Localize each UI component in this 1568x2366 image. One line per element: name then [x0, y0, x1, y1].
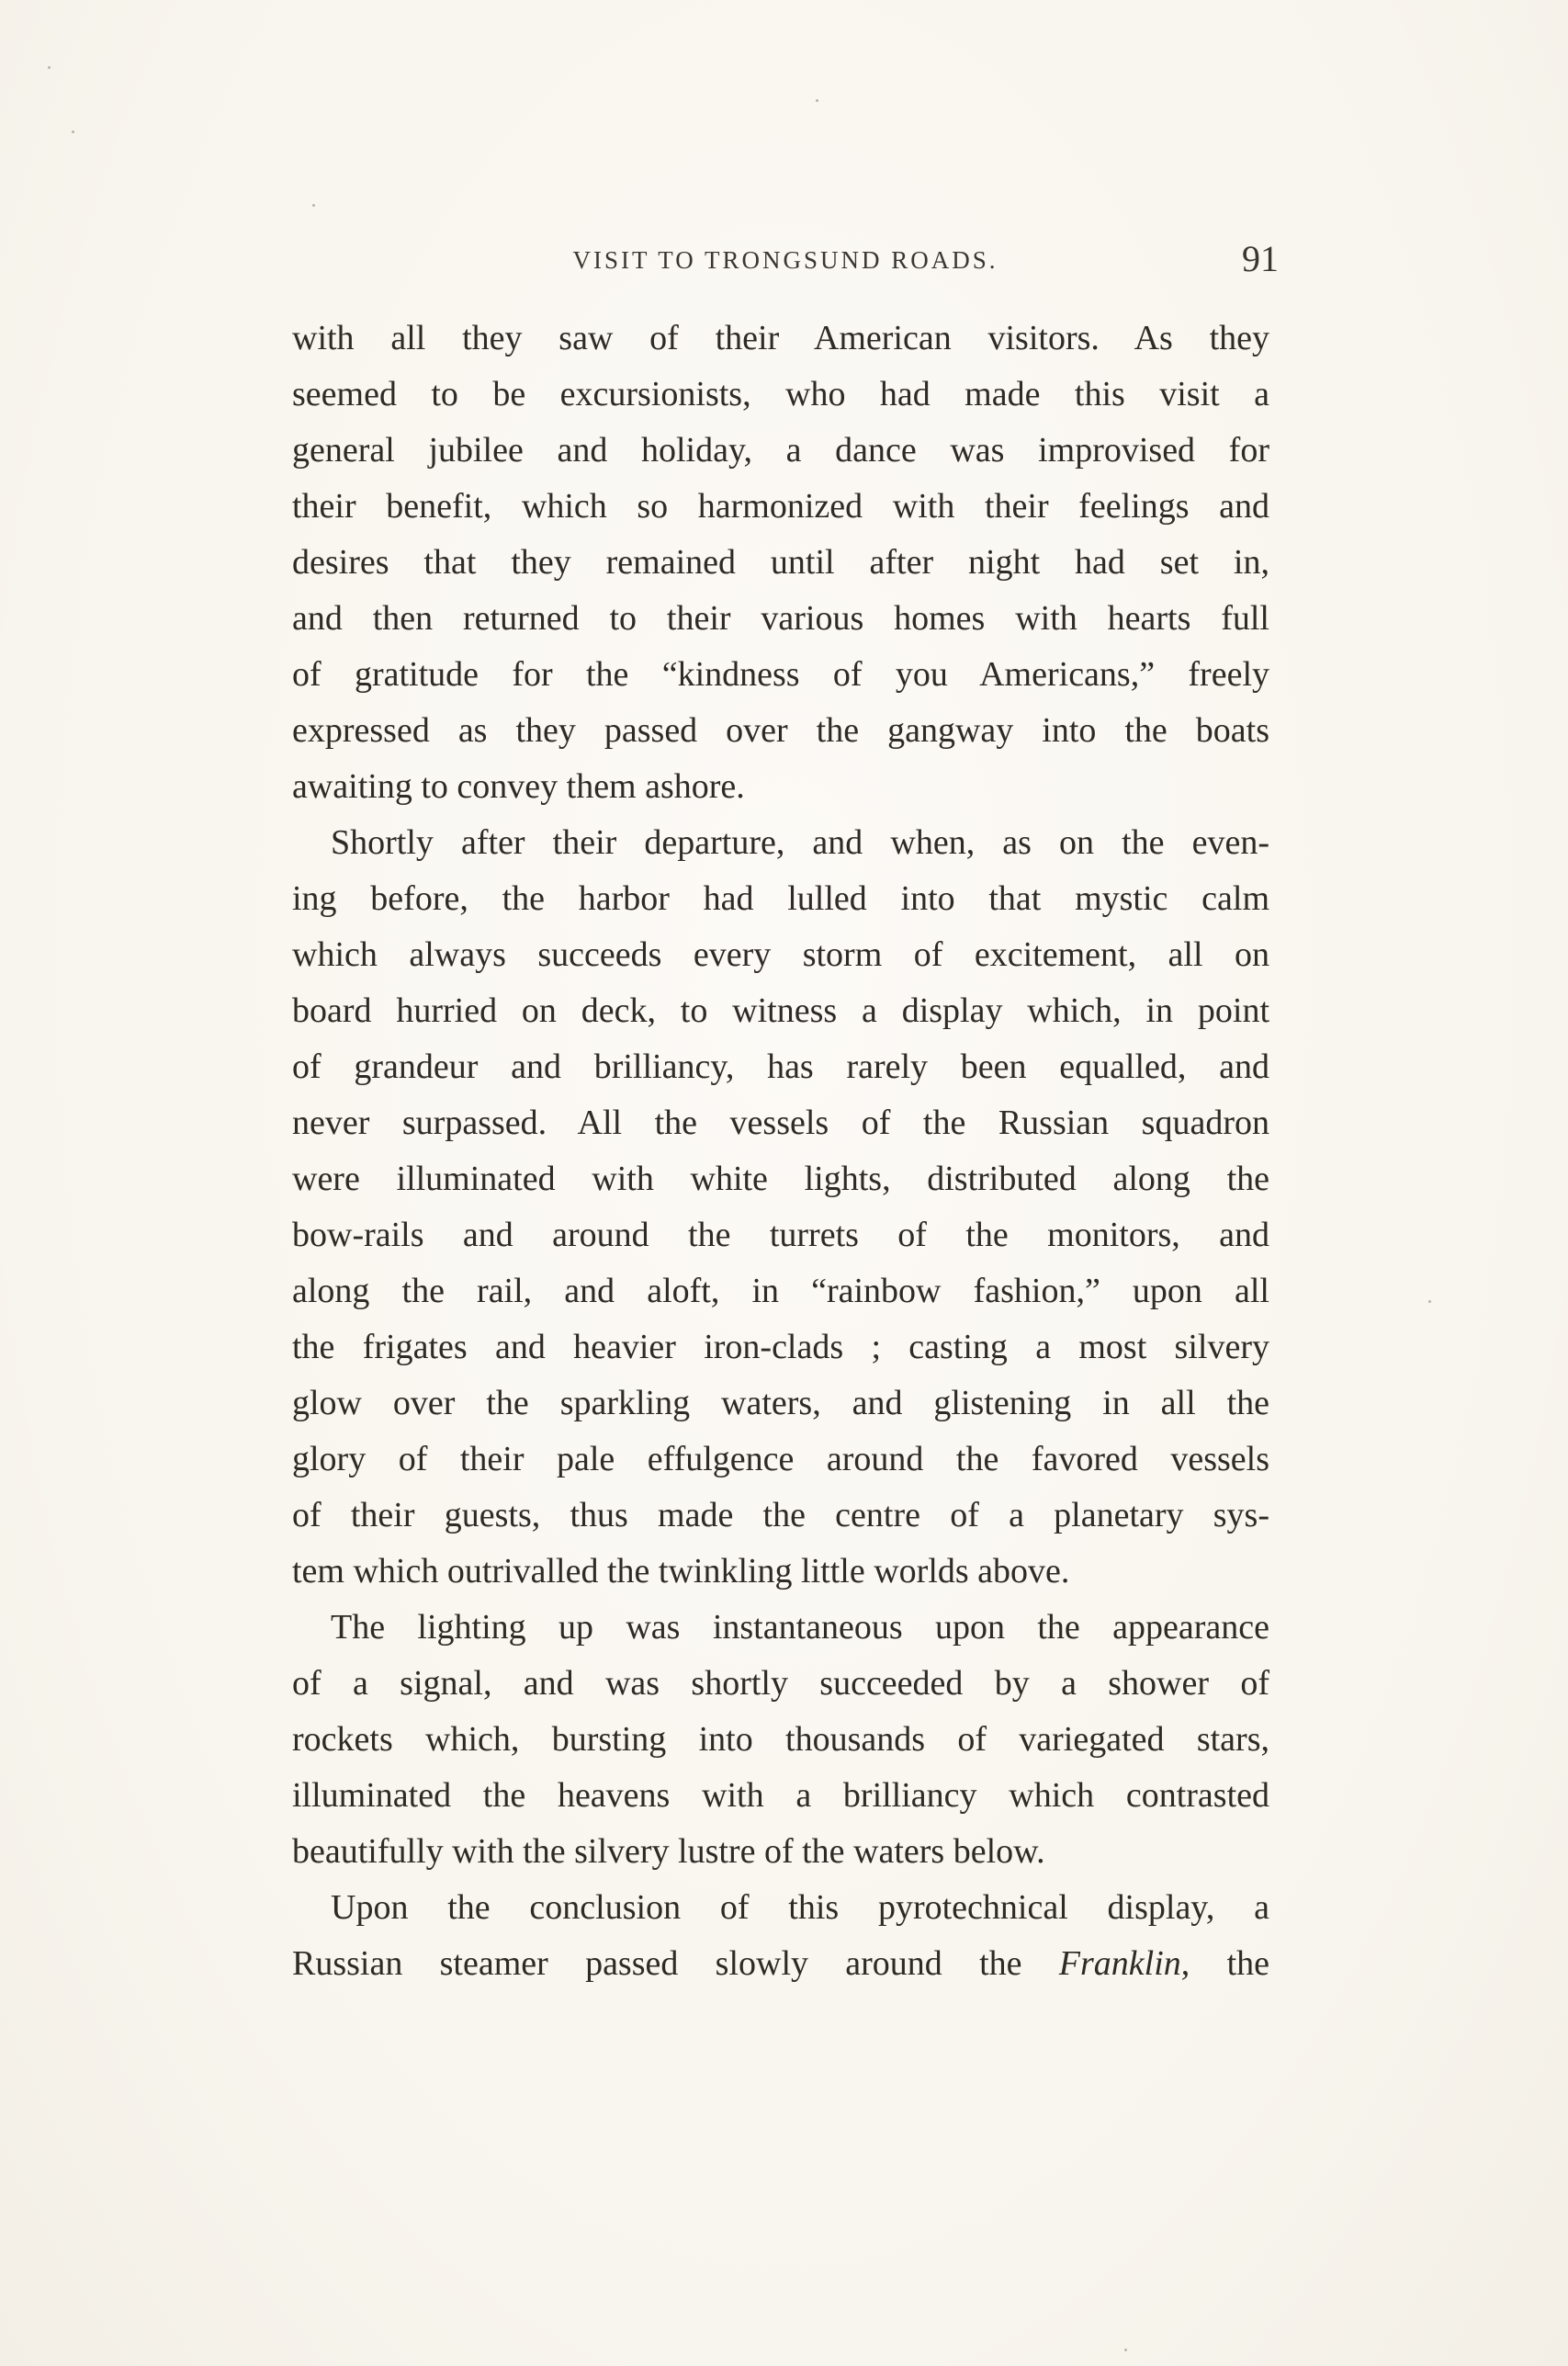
text-line: and then returned to their various homes with hearts full	[292, 599, 1269, 638]
text-line: ing before, the harbor had lulled into that mystic calm	[292, 879, 1269, 918]
text-line: Shortly after their departure, and when, as on the even-	[331, 823, 1269, 862]
text-line: of gratitude for the “kindness of you Americans,” freely	[292, 655, 1269, 694]
text-line: with all they saw of their American visitors. As they	[292, 319, 1269, 357]
text-line: The lighting up was instantaneous upon the appearance	[331, 1608, 1269, 1647]
text-line: of grandeur and brilliancy, has rarely been equalled, and	[292, 1047, 1269, 1086]
text-line: beautifully with the silvery lustre of the waters below.	[292, 1832, 1045, 1871]
text-line-final	[292, 1936, 1269, 1992]
text-line: of their guests, thus made the centre of a planetary sys-	[292, 1496, 1269, 1534]
text-line: tem which outrivalled the twinkling little worlds above.	[292, 1552, 1070, 1591]
text-line: desires that they remained until after night had set in,	[292, 543, 1269, 582]
text-line: which always succeeds every storm of excitement, all on	[292, 935, 1269, 974]
paper-speck	[1428, 1300, 1431, 1303]
paper-speck	[48, 66, 51, 69]
text-line: bow-rails and around the turrets of the monitors, and	[292, 1216, 1269, 1254]
final-line-end: , the	[1180, 1944, 1269, 1983]
text-line: illuminated the heavens with a brilliancy which contrasted	[292, 1776, 1269, 1815]
body-text	[292, 311, 1269, 1992]
text-line: Upon the conclusion of this pyrotechnical display, a	[331, 1888, 1269, 1927]
ship-name: Franklin	[1058, 1944, 1181, 1983]
paper-speck	[312, 204, 315, 207]
running-head	[292, 235, 1279, 281]
text-line: were illuminated with white lights, distributed along the	[292, 1160, 1269, 1198]
text-line: expressed as they passed over the gangway into the boats	[292, 711, 1269, 750]
final-line-start: Russian steamer passed slowly around the	[292, 1944, 1059, 1983]
text-line: glory of their pale effulgence around the favored vessels	[292, 1440, 1269, 1478]
text-line: general jubilee and holiday, a dance was improvised for	[292, 431, 1269, 470]
text-line: glow over the sparkling waters, and glistening in all the	[292, 1384, 1269, 1422]
running-title: VISIT TO TRONGSUND ROADS.	[572, 246, 998, 274]
paper-speck	[816, 99, 818, 102]
text-line: seemed to be excursionists, who had made this visit a	[292, 375, 1269, 413]
text-line: awaiting to convey them ashore.	[292, 767, 745, 806]
text-line: along the rail, and aloft, in “rainbow fashion,” upon all	[292, 1272, 1269, 1310]
text-line: never surpassed. All the vessels of the Russian squadron	[292, 1104, 1269, 1142]
text-line: the frigates and heavier iron-clads ; casting a most silvery	[292, 1328, 1269, 1366]
paper-speck	[1124, 2349, 1127, 2351]
page-number: 91	[1242, 238, 1279, 279]
paper-speck	[72, 130, 74, 133]
text-line: board hurried on deck, to witness a display which, in point	[292, 991, 1269, 1030]
text-line: their benefit, which so harmonized with their feelings and	[292, 487, 1269, 526]
text-line: of a signal, and was shortly succeeded by a shower of	[292, 1664, 1269, 1703]
text-line: rockets which, bursting into thousands of variegated stars,	[292, 1720, 1269, 1759]
